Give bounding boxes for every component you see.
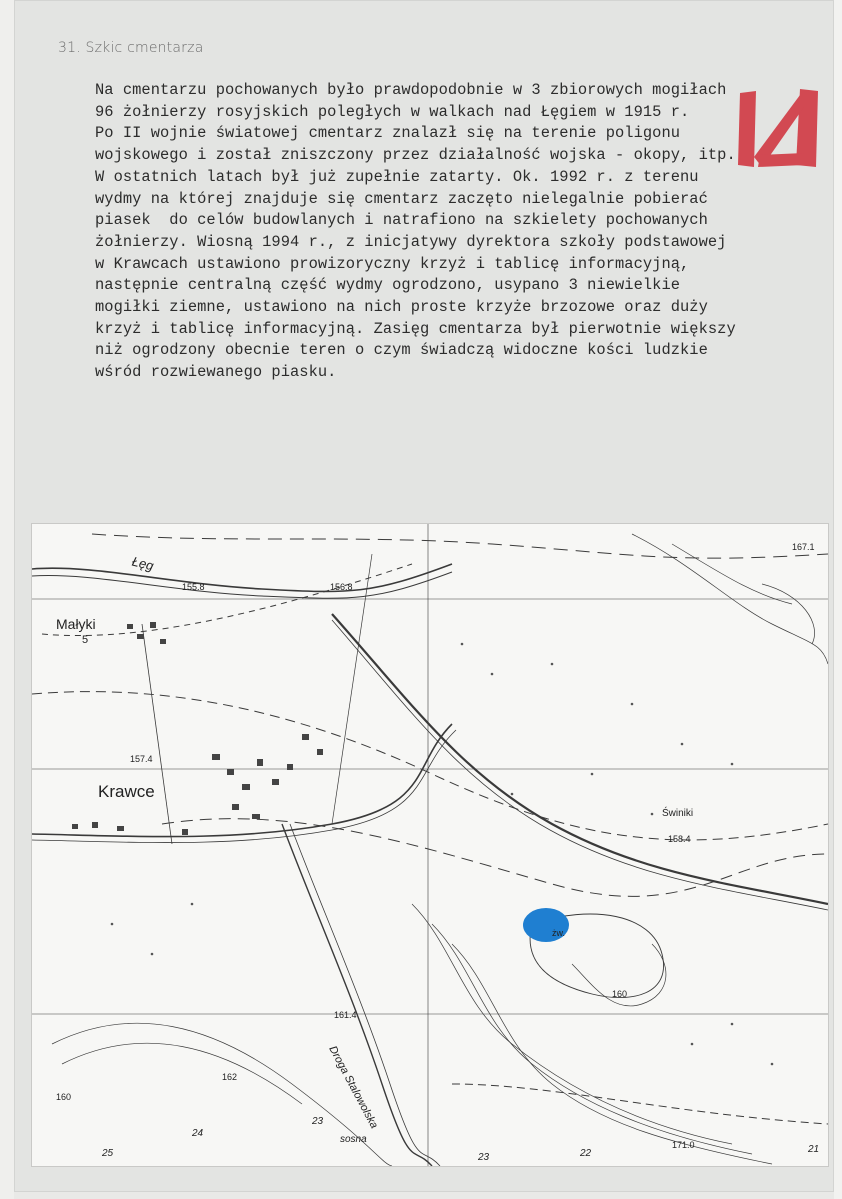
text-line: następnie centralną część wydmy ogrodzono, usypano 3 niewielkie xyxy=(95,276,681,295)
gravel-label: żw. xyxy=(552,928,566,938)
text-line: w Krawcach ustawiono prowizoryczny krzyż i tablicę informacyjną, xyxy=(95,254,690,273)
grid-number: 24 xyxy=(192,1128,204,1139)
elevation-label: 157.4 xyxy=(130,754,153,764)
grid-number: 22 xyxy=(580,1148,592,1159)
elevation-label: 162 xyxy=(222,1072,238,1082)
elevation-label: 160 xyxy=(56,1092,72,1102)
red-stamp-mark xyxy=(734,85,822,171)
text-line: żołnierzy. Wiosną 1994 r., z inicjatywy dyrektora szkoły podstawowej xyxy=(95,232,727,251)
text-line: wojskowego i został zniszczony przez działalność wojska - okopy, itp. xyxy=(95,146,736,165)
text-line: 96 żołnierzy rosyjskich poległych w walkach nad Łęgiem w 1915 r. xyxy=(95,102,690,121)
page-edge-right xyxy=(834,0,842,1199)
village-number: 5 xyxy=(82,634,89,646)
map-drawing xyxy=(32,524,828,1166)
elevation-label: 167.1 xyxy=(792,542,815,552)
elevation-label: 155.8 xyxy=(182,582,205,592)
text-line: Po II wojnie światowej cmentarz znalazł się na terenie poligonu xyxy=(95,124,681,143)
text-line: krzyż i tablicę informacyjną. Zasięg cmentarza był pierwotnie większy xyxy=(95,319,736,338)
elevation-label: 156.8 xyxy=(330,582,353,592)
grid-number: 23 xyxy=(312,1116,324,1127)
section-heading: 31. Szkic cmentarza xyxy=(58,40,204,56)
village-label-krawce: Krawce xyxy=(98,782,155,801)
description-text xyxy=(95,80,810,384)
elevation-label: 161.4 xyxy=(334,1010,357,1020)
text-line: wydmy na której znajduje się cmentarz zaczęto nielegalnie pobierać xyxy=(95,189,708,208)
river-label: Łęg xyxy=(130,553,156,574)
text-line: piasek do celów budowlanych i natrafiono na szkielety pochowanych xyxy=(95,211,708,230)
grid-number: 21 xyxy=(808,1144,820,1155)
text-line: W ostatnich latach był już zupełnie zatarty. Ok. 1992 r. z terenu xyxy=(95,167,699,186)
grid-number: 23 xyxy=(478,1152,490,1163)
text-line: mogiłki ziemne, ustawiono na nich proste krzyże brzozowe oraz duży xyxy=(95,298,708,317)
topographic-map xyxy=(32,524,828,1166)
forest-label: sosna xyxy=(340,1134,367,1145)
place-label-swiniki: Świniki xyxy=(662,808,694,819)
elevation-label: 171.0 xyxy=(672,1140,695,1150)
text-line: wśród rozwiewanego piasku. xyxy=(95,363,337,382)
elevation-label: 160 xyxy=(612,989,628,999)
text-line: Na cmentarzu pochowanych było prawdopodobnie w 3 zbiorowych mogiłach xyxy=(95,81,727,99)
village-label-malyki: Małyki xyxy=(56,616,96,632)
elevation-label: 158.4 xyxy=(668,834,691,844)
grid-number: 25 xyxy=(102,1148,114,1159)
text-line: niż ogrodzony obecnie teren o czym świadczą widoczne kości ludzkie xyxy=(95,341,708,360)
road-label: Droga Stalowolska xyxy=(326,1044,381,1131)
page-edge-left xyxy=(0,0,14,1199)
